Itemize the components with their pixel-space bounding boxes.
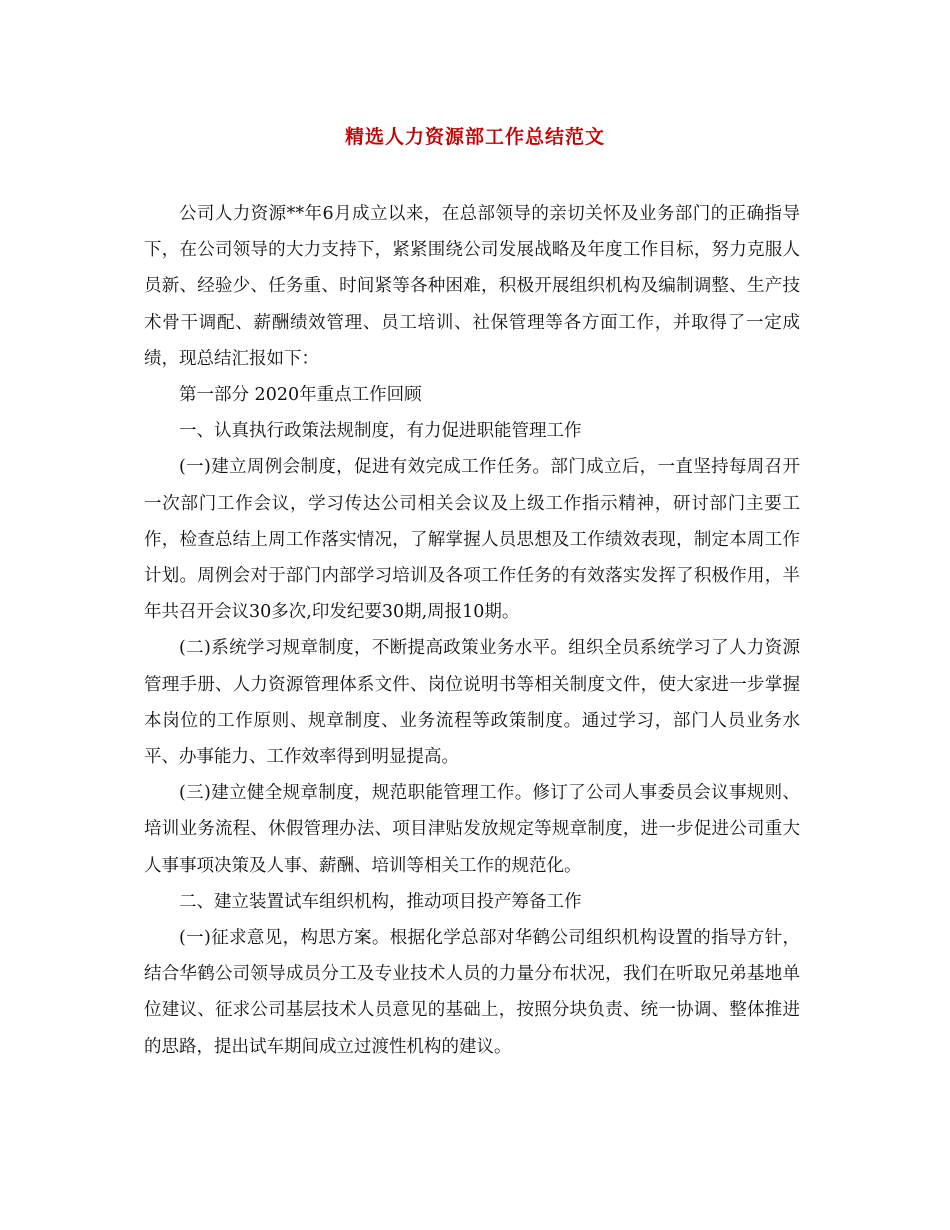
paragraph-improve-rules: (三)建立健全规章制度，规范职能管理工作。修订了公司人事委员会议事规则、培训业务流程、休假管理办法、项目津贴发放规定等规章制度，进一步促进公司重大人事事项决策及人事、薪酬、培训等相关工作的规范化。 [144, 783, 800, 876]
section-heading-one: 一、认真执行政策法规制度，有力促进职能管理工作 [179, 421, 582, 442]
paragraph-weekly-meeting: (一)建立周例会制度，促进有效完成工作任务。部门成立后，一直坚持每周召开一次部门工作会议，学习传达公司相关会议及上级工作指示精神，研讨部门主要工作，检查总结上周工作落实情况，了解掌握人员思想及工作绩效表现，制定本周工作计划。周例会对于部门内部学习培训及各项工作任务的有效落实发挥了积极作用，半年共召开会议30多次,印发纪要30期,周报10期。 [144, 457, 800, 623]
paragraph-solicit-opinions: (一)征求意见，构思方案。根据化学总部对华鹤公司组织机构设置的指导方针，结合华鹤公司领导成员分工及专业技术人员的力量分布状况，我们在听取兄弟基地单位建议、征求公司基层技术人员意见的基础上，按照分块负责、统一协调、整体推进的思路，提出试车期间成立过渡性机构的建议。 [144, 928, 800, 1057]
paragraph-intro: 公司人力资源**年6月成立以来，在总部领导的亲切关怀及业务部门的正确指导下，在公司领导的大力支持下，紧紧围绕公司发展战略及年度工作目标，努力克服人员新、经验少、任务重、时间紧等各种困难，积极开展组织机构及编制调整、生产技术骨干调配、薪酬绩效管理、员工培训、社保管理等各方面工作，并取得了一定成绩，现总结汇报如下： [144, 204, 800, 369]
document-body [144, 196, 800, 1065]
paragraph-study-rules: (二)系统学习规章制度，不断提高政策业务水平。组织全员系统学习了人力资源管理手册、人力资源管理体系文件、岗位说明书等相关制度文件，使大家进一步掌握本岗位的工作原则、规章制度、业务流程等政策制度。通过学习，部门人员业务水平、办事能力、工作效率得到明显提高。 [144, 638, 800, 768]
document-title: 精选人力资源部工作总结范文 [344, 126, 605, 148]
section-heading-two: 二、建立装置试车组织机构，推动项目投产筹备工作 [179, 891, 582, 912]
section-heading-part-one: 第一部分 2020年重点工作回顾 [179, 385, 422, 406]
